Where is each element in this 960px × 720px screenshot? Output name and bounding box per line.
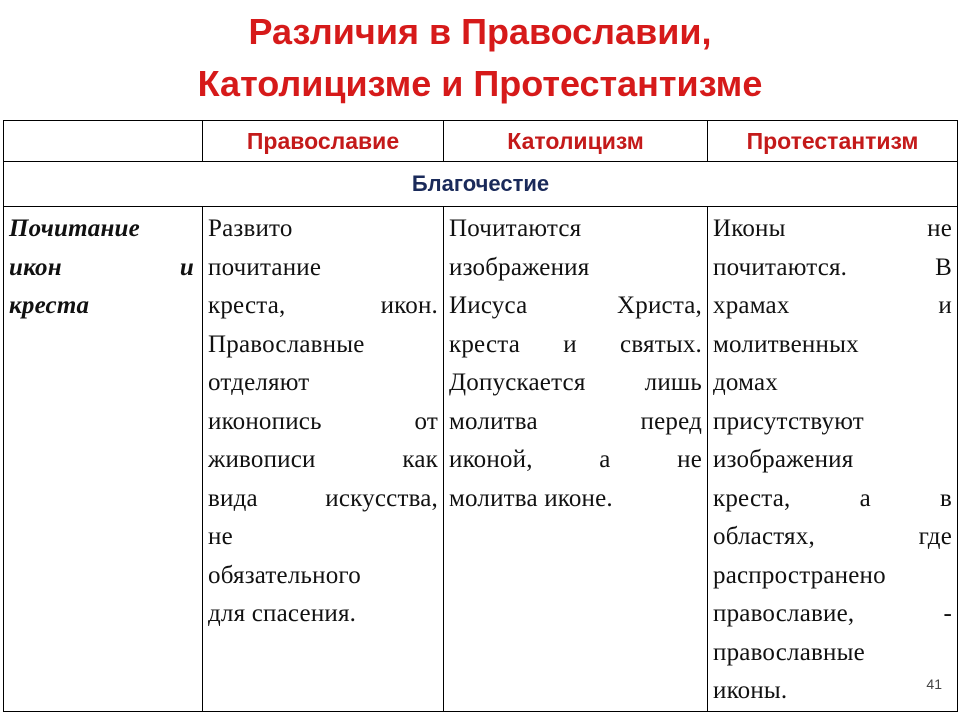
text-line: креста [9,292,90,319]
catholicism-cell [444,207,708,712]
text-line: областях, где [713,523,952,550]
text-line: живописи как [208,446,438,473]
text-line: православные [713,638,865,666]
section-row [4,162,958,207]
text-line: молитвенных [713,330,859,358]
header-row [4,121,958,162]
text-line: иконой, а не [449,446,702,473]
section-title: Благочестие [4,162,958,207]
row-label-cell [4,207,203,712]
text-line: Иконы не [713,215,952,242]
text-line: распространено [713,561,886,589]
text-line: иконы. [713,677,788,704]
text-line: почитание [208,253,322,281]
protestantism-text [708,207,957,711]
text-line: Допускается лишь [449,369,702,396]
text-line: Почитание [9,215,140,242]
page-number: 41 [926,676,942,692]
text-line: иконопись от [208,407,438,435]
text-line: присутствуют [713,407,864,435]
comparison-table [3,120,958,712]
text-line: креста, икон. [208,292,438,319]
text-line: молитва иконе. [449,484,613,512]
text-line: домах [713,369,778,396]
row-label [4,207,202,326]
catholicism-text [444,207,707,518]
text-line: вида искусства, [208,484,438,512]
text-line: Православные [208,330,365,358]
text-line: отделяют [208,369,310,396]
text-line: православие, - [713,600,952,627]
text-line: Иисуса Христа, [449,292,702,319]
title-line-2: Католицизме и Протестантизме [197,63,763,104]
header-corner-cell [4,121,203,162]
text-line: молитва перед [449,407,702,435]
text-line: икон и [9,253,194,281]
orthodoxy-cell [203,207,444,712]
header-catholicism: Католицизм [444,121,708,162]
text-line: Почитаются [449,215,582,242]
orthodoxy-text [203,207,443,634]
text-line: Развито [208,215,293,242]
text-line: почитаются. В [713,253,952,281]
header-orthodoxy: Православие [203,121,444,162]
protestantism-cell [708,207,958,712]
text-line: обязательного [208,561,361,589]
header-protestantism: Протестантизм [708,121,958,162]
text-line: изображения [713,446,854,473]
text-line: для спасения. [208,600,357,627]
slide-title [0,6,960,110]
text-line: креста и святых. [449,330,702,358]
title-line-1: Различия в Православии, [248,11,712,52]
text-line: не [208,523,233,550]
text-line: изображения [449,253,590,281]
table-row [4,207,958,712]
text-line: креста, а в [713,484,952,512]
text-line: храмах и [713,292,952,319]
